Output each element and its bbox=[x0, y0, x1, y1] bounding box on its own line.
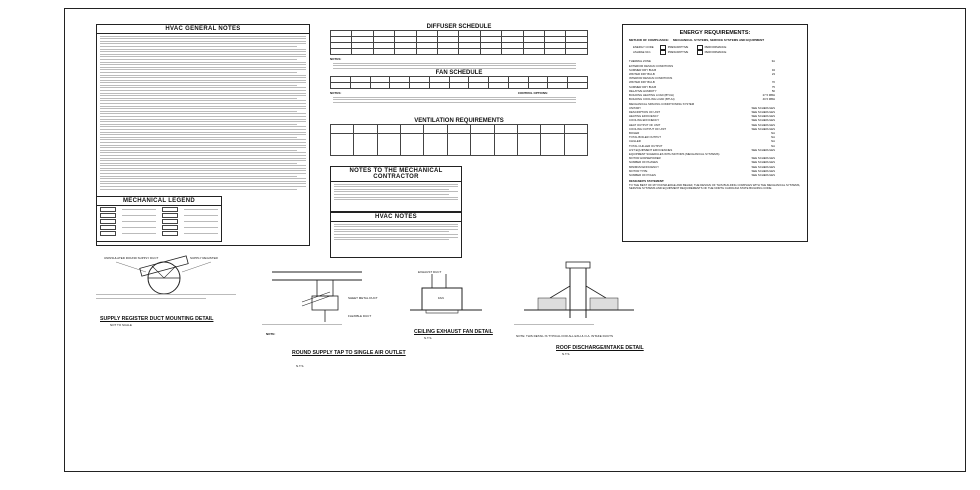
round-tap-label-a: SHEET METAL DUCT bbox=[348, 296, 378, 300]
note-text-line bbox=[100, 124, 297, 125]
note-text-line bbox=[100, 106, 306, 107]
note-text-line bbox=[100, 54, 306, 55]
note-text-line bbox=[100, 139, 306, 140]
fan-notes-title: NOTES: bbox=[330, 91, 342, 95]
ashrae-row: ASHRAE 90.1 PRESCRIPTIVE PERFORMANCE bbox=[633, 50, 727, 55]
note-text-line bbox=[100, 87, 306, 88]
note-text-line bbox=[100, 142, 306, 143]
energy-item-label: CHILLER bbox=[629, 139, 641, 144]
performance-checkbox[interactable] bbox=[697, 50, 703, 55]
note-text-line bbox=[100, 113, 306, 114]
supply-register-label-b: SUPPLY REGISTER bbox=[190, 256, 218, 260]
note-text-line bbox=[100, 147, 306, 148]
note-text-line bbox=[100, 80, 306, 81]
energy-item-value: 75 bbox=[771, 84, 775, 89]
energy-item-value: SEE SCHEDULES bbox=[751, 160, 775, 165]
note-text-line bbox=[100, 189, 297, 190]
energy-code-row: ENERGY CODE PRESCRIPTIVE PERFORMANCE bbox=[633, 45, 727, 50]
roof-discharge-detail-drawing bbox=[514, 258, 654, 342]
note-text-line bbox=[100, 46, 297, 47]
mechanical-legend-title: MECHANICAL LEGEND bbox=[97, 197, 221, 206]
energy-item-value: NA bbox=[771, 130, 775, 135]
energy-item-label: EQUIPMENT SCHEDULES WITH MOTORS (MECHANICAL SYSTEMS) bbox=[629, 151, 720, 156]
energy-requirements-panel bbox=[622, 24, 808, 242]
ceiling-diffuser-symbol bbox=[100, 219, 116, 224]
energy-item-label: HEAT OUTPUT OF UNIT bbox=[629, 122, 661, 127]
round-tap-label-b: FLEXIBLE DUCT bbox=[348, 314, 372, 318]
note-text-line bbox=[100, 75, 306, 76]
roof-discharge-note: NOTE: THIS DETAIL IS TYPICAL FOR ALL EXH & O.A. INTAKE DUCTS bbox=[516, 334, 613, 338]
energy-item-label: BOILER bbox=[629, 130, 640, 135]
exhaust-fan-label-b: FAN bbox=[438, 296, 444, 300]
hvac-general-notes-title: HVAC GENERAL NOTES bbox=[97, 25, 309, 34]
prescriptive-checkbox[interactable] bbox=[660, 50, 666, 55]
energy-item-value: 23 bbox=[771, 72, 775, 77]
mechanical-legend-panel bbox=[96, 196, 222, 242]
energy-item-label: BUILDING HEATING LOAD (BTUH) bbox=[629, 93, 674, 98]
energy-item-value: SEE SCHEDULES bbox=[751, 109, 775, 114]
hvac-notes-title: HVAC NOTES bbox=[331, 213, 461, 222]
energy-item-label: RELATIVE HUMIDITY bbox=[629, 88, 657, 93]
energy-item-label: MECHANICAL SPACING CONDITIONING SYSTEM bbox=[629, 101, 695, 106]
note-text-line bbox=[100, 126, 306, 127]
note-text-line bbox=[100, 36, 306, 37]
energy-item-value: SEE SCHEDULES bbox=[751, 105, 775, 110]
energy-item-label: SUMMER DRY BULB bbox=[629, 67, 657, 72]
energy-item-value: SEE SCHEDULES bbox=[751, 126, 775, 131]
supply-register-detail-scale: NOT TO SCALE bbox=[110, 323, 132, 327]
note-text-line bbox=[100, 77, 306, 78]
energy-item-value: 3A bbox=[771, 59, 775, 64]
note-text-line bbox=[100, 64, 306, 65]
note-text-line bbox=[100, 38, 306, 39]
general-notes-text bbox=[97, 36, 309, 190]
round-tap-detail-title: ROUND SUPPLY TAP TO SINGLE AIR OUTLET bbox=[292, 350, 406, 356]
fan-schedule-table bbox=[330, 76, 588, 89]
energy-item-label: MOTOR TYPE bbox=[629, 168, 648, 173]
return-grille-symbol bbox=[100, 207, 116, 212]
note-text-line bbox=[100, 41, 306, 42]
energy-item-label: WINTER DRY BULB bbox=[629, 72, 655, 77]
energy-item-label: EXTERIOR DESIGN CONDITIONS bbox=[629, 63, 674, 68]
note-text-line bbox=[100, 145, 306, 146]
note-text-line bbox=[100, 72, 297, 73]
energy-item-label: MINIMUM EFFICIENCY bbox=[629, 164, 659, 169]
energy-item-label: SUMMER DRY BULB bbox=[629, 84, 657, 89]
note-text-line bbox=[100, 69, 306, 70]
energy-item-value: SEE SCHEDULES bbox=[751, 172, 775, 177]
energy-item-value: SEE SCHEDULES bbox=[751, 114, 775, 119]
energy-item-label: DESCRIPTION OF UNIT bbox=[629, 109, 661, 114]
note-text-line bbox=[100, 158, 306, 159]
note-text-line bbox=[100, 152, 306, 153]
note-text-line bbox=[100, 163, 297, 164]
round-tap-note-title: NOTE: bbox=[266, 332, 276, 336]
energy-items-list bbox=[623, 59, 807, 177]
energy-item-label: THERMAL ZONE bbox=[629, 59, 651, 64]
note-text-line bbox=[100, 111, 297, 112]
note-text-line bbox=[100, 160, 306, 161]
roof-discharge-detail-title: ROOF DISCHARGE/INTAKE DETAIL bbox=[556, 345, 644, 351]
diffuser-symbol bbox=[162, 213, 178, 218]
energy-item-value: SEE SCHEDULES bbox=[751, 168, 775, 173]
energy-item-value: 70 bbox=[771, 80, 775, 85]
note-text-line bbox=[100, 165, 306, 166]
supply-register-detail-title: SUPPLY REGISTER DUCT MOUNTING DETAIL bbox=[100, 316, 214, 322]
note-text-line bbox=[100, 108, 306, 109]
energy-item-value: 50 bbox=[771, 88, 775, 93]
round-tap-detail-scale: N.T.S. bbox=[296, 364, 305, 368]
note-text-line bbox=[100, 95, 306, 96]
note-text-line bbox=[100, 51, 306, 52]
ventilation-panel bbox=[330, 118, 588, 162]
fan-schedule-panel bbox=[330, 70, 588, 118]
diffuser-schedule-title: DIFFUSER SCHEDULE bbox=[426, 24, 492, 30]
note-text-line bbox=[100, 173, 306, 174]
designer-statement-title: DESIGNER'S STATEMENT: bbox=[629, 179, 665, 184]
energy-item-label: LIST EQUIPMENT EFFICIENCIES bbox=[629, 147, 673, 152]
energy-item-label: MOTOR HORSEPOWER bbox=[629, 156, 661, 161]
energy-item-label: HEATING EFFICIENCY bbox=[629, 114, 659, 119]
note-text-line bbox=[100, 103, 306, 104]
note-text-line bbox=[100, 43, 306, 44]
flex-duct-symbol bbox=[100, 225, 116, 230]
diffuser-notes-title: NOTES: bbox=[330, 57, 342, 61]
energy-item-value: SEE SCHEDULES bbox=[751, 118, 775, 123]
exhaust-fan-detail-scale: N.T.S. bbox=[424, 336, 433, 340]
contractor-notes-title: NOTES TO THE MECHANICAL CONTRACTOR bbox=[331, 167, 461, 182]
energy-item-label: BUILDING COOLING LOAD (BTUH) bbox=[629, 97, 675, 102]
diffuser-schedule-table bbox=[330, 30, 588, 55]
fan-control-options-title: CONTROL OPTIONS: bbox=[517, 91, 548, 95]
energy-item-value: SEE SCHEDULES bbox=[751, 147, 775, 152]
note-text-line bbox=[100, 155, 306, 156]
note-text-line bbox=[100, 178, 306, 179]
energy-item-value: 40.5 MBH bbox=[762, 97, 775, 102]
hvac-notes-panel bbox=[330, 212, 462, 258]
note-text-line bbox=[100, 137, 297, 138]
note-text-line bbox=[100, 176, 297, 177]
energy-item-value: SEE SCHEDULES bbox=[751, 156, 775, 161]
note-text-line bbox=[100, 98, 297, 99]
note-text-line bbox=[100, 170, 306, 171]
ventilation-title: VENTILATION REQUIREMENTS bbox=[414, 118, 504, 124]
note-text-line bbox=[100, 100, 306, 101]
note-text-line bbox=[100, 59, 297, 60]
energy-item-label: INTERIOR DESIGN CONDITIONS bbox=[629, 76, 673, 81]
note-text-line bbox=[100, 90, 306, 91]
energy-item-value: SEE SCHEDULES bbox=[751, 122, 775, 127]
energy-item-label: COOLING OUTPUT OF UNIT bbox=[629, 126, 667, 131]
note-text-line bbox=[100, 119, 306, 120]
note-text-line bbox=[100, 49, 306, 50]
note-text-line bbox=[100, 56, 306, 57]
designer-statement: TO THE BEST OF MY KNOWLEDGE AND BELIEF, THE DESIGN OF THIS BUILDING COMPLIES WITH THE MECHANICAL SYSTEMS, SERVICE SYSTEMS AND EQUIPMENT REQUIREMENTS OF THE NORTH CAROLINA STATE BUILDING CODE. bbox=[629, 182, 801, 190]
note-text-line bbox=[100, 129, 306, 130]
exhaust-fan-label-a: EXHAUST DUCT bbox=[418, 270, 442, 274]
energy-item-value: 94 bbox=[771, 67, 775, 72]
note-text-line bbox=[100, 93, 306, 94]
energy-item-label: TOTAL BOILER OUTPUT bbox=[629, 135, 661, 140]
supply-diffuser-symbol bbox=[100, 213, 116, 218]
method-of-compliance-label: METHOD OF COMPLIANCE: bbox=[629, 38, 669, 42]
energy-title: ENERGY REQUIREMENTS: bbox=[679, 30, 751, 36]
note-text-line bbox=[100, 183, 306, 184]
energy-item-label: NUMBER OF POLES bbox=[629, 172, 656, 177]
energy-subtitle: MECHANICAL SYSTEMS, SERVICE SYSTEMS AND EQUIPMENT bbox=[673, 38, 765, 42]
fan-schedule-title: FAN SCHEDULE bbox=[435, 70, 483, 76]
note-text-line bbox=[100, 150, 297, 151]
contractor-notes-panel bbox=[330, 166, 462, 212]
energy-item-label: UNITARY bbox=[629, 105, 642, 110]
turning-vanes-symbol bbox=[162, 231, 178, 236]
note-text-line bbox=[100, 132, 306, 133]
energy-item-label: NUMBER OF PHASES bbox=[629, 160, 658, 165]
energy-item-label: TOTAL CHILLER OUTPUT bbox=[629, 143, 663, 148]
energy-item-label: WINTER DRY BULB bbox=[629, 80, 655, 85]
note-text-line bbox=[100, 186, 306, 187]
energy-item-value: SEE SCHEDULES bbox=[751, 164, 775, 169]
energy-item-value: 27.5 MBH bbox=[762, 93, 775, 98]
exhaust-fan-detail-drawing bbox=[402, 268, 502, 338]
note-text-line bbox=[100, 62, 306, 63]
point-of-connection-symbol bbox=[162, 219, 178, 224]
rectangular-duct-symbol bbox=[100, 231, 116, 236]
note-text-line bbox=[100, 134, 306, 135]
note-text-line bbox=[100, 85, 297, 86]
note-text-line bbox=[100, 121, 306, 122]
roof-discharge-detail-scale: N.T.S. bbox=[562, 352, 571, 356]
note-text-line bbox=[100, 116, 306, 117]
energy-item-value: NA bbox=[771, 143, 775, 148]
note-text-line bbox=[100, 181, 306, 182]
note-text-line bbox=[100, 67, 306, 68]
existing-equipment-symbol bbox=[162, 207, 178, 212]
note-text-line bbox=[100, 82, 306, 83]
ventilation-table bbox=[330, 124, 588, 156]
supply-register-label-a: UNINSULATED ROUND SUPPLY DUCT bbox=[104, 256, 159, 260]
note-text-line bbox=[100, 168, 306, 169]
energy-item-value: NA bbox=[771, 139, 775, 144]
exhaust-fan-detail-title: CEILING EXHAUST FAN DETAIL bbox=[414, 329, 493, 335]
round-tap-detail-drawing bbox=[262, 262, 382, 342]
energy-item-label: COOLING EFFICIENCY bbox=[629, 118, 660, 123]
energy-item-value: NA bbox=[771, 135, 775, 140]
thermostat-symbol bbox=[162, 225, 178, 230]
